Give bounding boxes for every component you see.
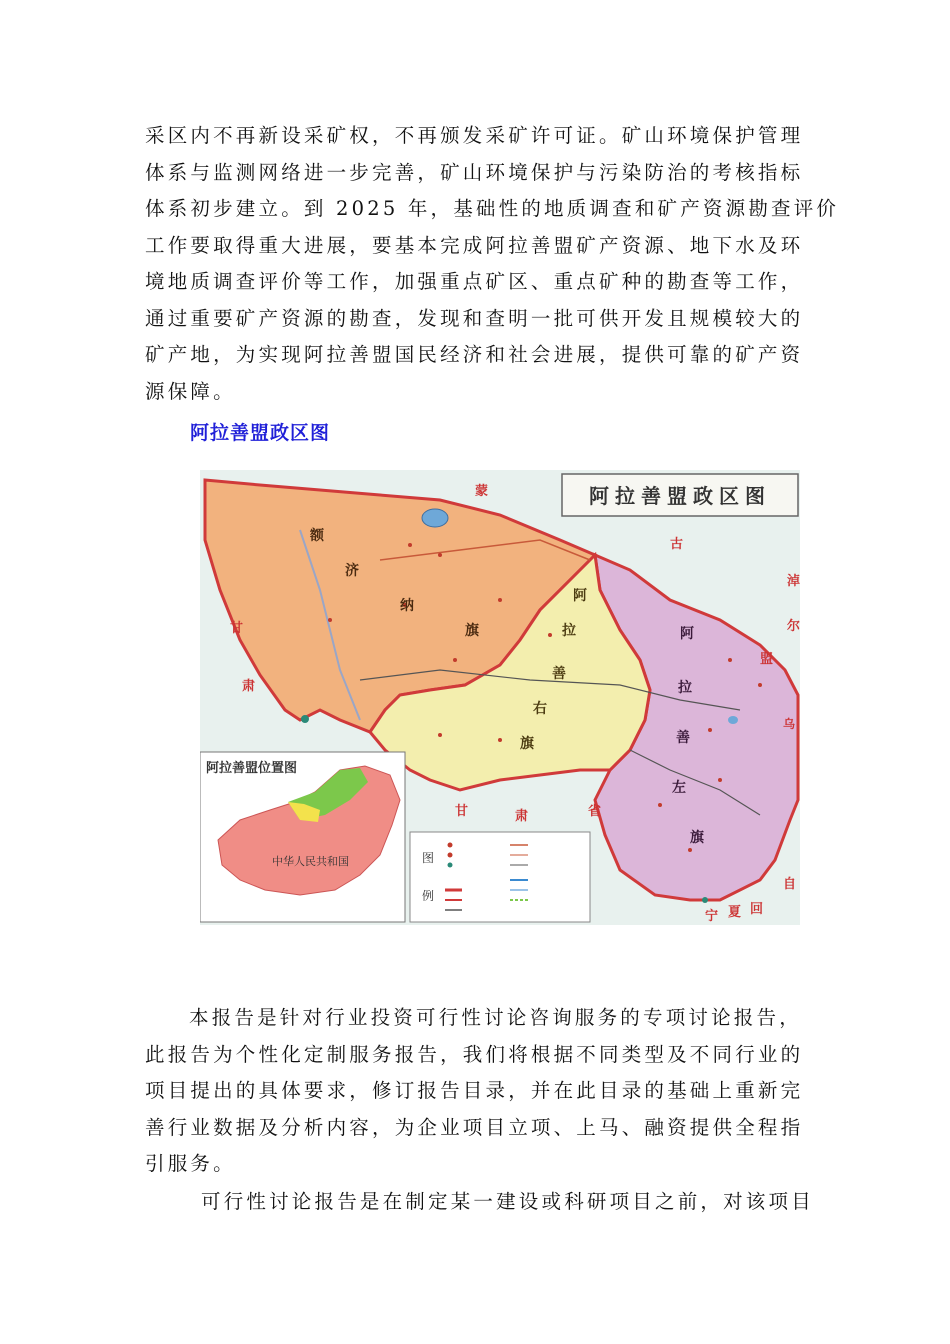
label-ningxia-4: 宁 [705,909,719,924]
label-alashan-left-4: 左 [672,780,686,796]
text-line: 工作要取得重大进展，要基本完成阿拉善盟矿产资源、地下水及环 [145,233,804,257]
label-gansu-west-2: 肃 [242,679,256,694]
body-paragraph-last [145,1184,814,1221]
text-line: 善行业数据及分析内容，为企业项目立项、上马、融资提供全程指 [145,1115,804,1139]
city-marker [702,897,708,903]
map-title: 阿拉善盟政区图 [589,484,771,508]
settlement-dot [718,778,722,782]
lake [422,509,448,527]
settlement-dot [438,553,442,557]
label-gansu-south-1: 甘 [455,804,469,819]
text-line: 可行性讨论报告是在制定某一建设或科研项目之前，对该项目 [201,1190,814,1213]
label-ejina-3: 纳 [400,598,414,614]
label-wuhai: 乌 [783,717,796,731]
label-alashan-right-2: 拉 [562,623,576,639]
label-alashan-right-5: 旗 [520,736,534,752]
text-line: 采区内不再新设采矿权，不再颁发采矿许可证。矿山环境保护管理 [145,124,804,147]
settlement-dot [708,728,712,732]
body-paragraph-bottom [145,1000,810,1183]
text-line: 境地质调查评价等工作，加强重点矿区、重点矿种的勘查等工作， [145,270,804,293]
settlement-dot [328,618,332,622]
label-ejina-1: 额 [310,528,324,544]
label-ningxia-1: 自 [783,877,797,892]
settlement-dot [438,733,442,737]
label-gansu-west-1: 甘 [230,621,244,636]
settlement-dot [548,633,552,637]
text-line: 体系初步建立。到 2025 年，基础性的地质调查和矿产资源勘查评价 [145,197,840,220]
label-gansu-south-3: 省 [588,804,602,819]
settlement-dot [498,738,502,742]
figure-caption: 阿拉善盟政区图 [190,422,331,444]
alashan-administrative-map [200,470,800,925]
label-ejina-2: 济 [345,563,359,579]
legend-box [410,832,590,922]
text-line: 项目提出的具体要求，修订报告目录，并在此目录的基础上重新完 [145,1079,804,1102]
label-alashan-left-1: 阿 [680,626,694,642]
inset-country-label: 中华人民共和国 [272,855,349,868]
body-paragraph-top [145,118,840,410]
text-line: 体系与监测网络进一步完善，矿山环境保护与污染防治的考核指标 [145,160,804,184]
text-line: 本报告是针对行业投资可行性讨论咨询服务的专项讨论报告， [189,1006,802,1029]
label-mongolia-1: 蒙 [475,484,489,499]
text-line: 此报告为个性化定制服务报告，我们将根据不同类型及不同行业的 [145,1042,804,1066]
label-mongolia-2: 古 [670,537,684,552]
label-ejina-4: 旗 [465,623,479,639]
label-ningxia-2: 回 [750,902,764,917]
label-alashan-right-4: 右 [533,701,547,717]
label-bayannur-1: 淖 [787,574,800,589]
inset-title: 阿拉善盟位置图 [206,761,298,776]
text-line: 源保障。 [145,379,236,403]
settlement-dot [728,658,732,662]
label-alashan-left-5: 旗 [690,830,704,846]
settlement-dot [688,848,692,852]
label-alashan-right-3: 善 [552,666,566,682]
label-bayannur-3: 盟 [760,652,774,667]
legend-header-1: 图 [422,851,435,865]
label-alashan-left-2: 拉 [678,680,692,696]
text-line: 矿产地，为实现阿拉善盟国民经济和社会进展，提供可靠的矿产资 [145,343,804,366]
settlement-dot [498,598,502,602]
text-line: 引服务。 [145,1152,236,1175]
city-marker [301,715,309,723]
label-bayannur-2: 尔 [787,619,800,634]
lake [728,716,738,724]
label-alashan-right-1: 阿 [573,588,587,604]
settlement-dot [758,683,762,687]
label-alashan-left-3: 善 [676,730,690,746]
settlement-dot [658,803,662,807]
settlement-dot [453,658,457,662]
label-gansu-south-2: 肃 [515,809,529,824]
label-ningxia-3: 夏 [728,905,742,920]
settlement-dot [408,543,412,547]
text-line: 通过重要矿产资源的勘查，发现和查明一批可供开发且规模较大的 [145,306,804,330]
legend-header-2: 例 [422,889,435,903]
